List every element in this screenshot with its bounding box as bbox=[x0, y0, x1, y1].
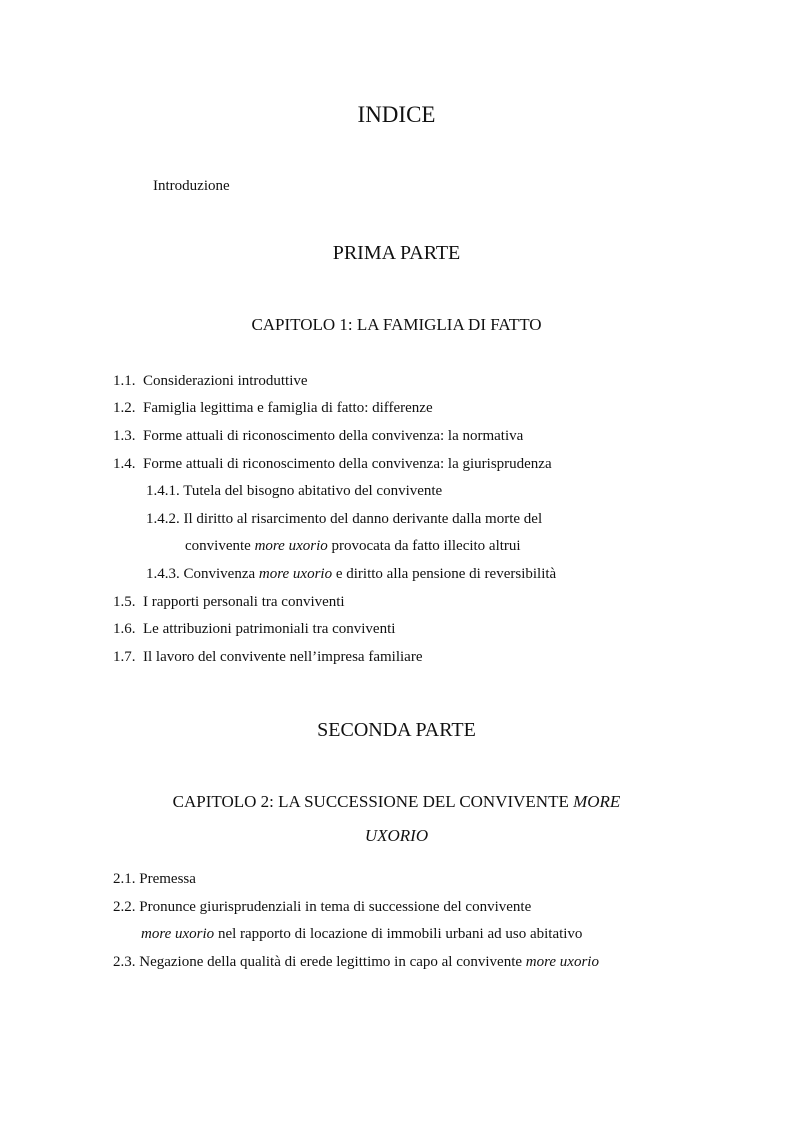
toc-subentry[interactable] bbox=[146, 566, 556, 583]
entry-text-italic: more uxorio bbox=[141, 926, 215, 942]
entry-number: 1.4.1. bbox=[146, 483, 180, 499]
toc-subentry-continuation[interactable] bbox=[185, 538, 521, 555]
entry-text: Negazione della qualità di erede legittimo in capo al convivente bbox=[139, 954, 526, 970]
entry-text: Le attribuzioni patrimoniali tra conviventi bbox=[143, 621, 396, 637]
toc-subentry[interactable] bbox=[146, 511, 542, 528]
entry-number: 1.2. bbox=[113, 400, 136, 416]
entry-text: Il lavoro del convivente nell’impresa familiare bbox=[143, 649, 423, 665]
toc-entry[interactable] bbox=[113, 954, 599, 971]
entry-text: Premessa bbox=[139, 871, 196, 887]
part1-heading: PRIMA PARTE bbox=[332, 242, 461, 264]
chapter2-title-italic: UXORIO bbox=[364, 826, 429, 845]
toc-entry[interactable] bbox=[113, 621, 395, 638]
entry-number: 1.3. bbox=[113, 428, 136, 444]
entry-text: I rapporti personali tra conviventi bbox=[143, 594, 345, 610]
toc-intro[interactable]: Introduzione bbox=[153, 178, 230, 194]
toc-entry[interactable] bbox=[113, 899, 531, 916]
entry-number: 1.4.3. bbox=[146, 566, 180, 582]
entry-number: 2.1. bbox=[113, 871, 136, 887]
entry-text-italic: more uxorio bbox=[525, 954, 599, 970]
entry-number: 1.1. bbox=[113, 373, 136, 389]
part2-heading: SECONDA PARTE bbox=[317, 719, 476, 741]
entry-text-italic: more uxorio bbox=[258, 566, 333, 582]
chapter2-title-text: CAPITOLO 2: LA SUCCESSIONE DEL CONVIVENTE bbox=[172, 792, 574, 811]
entry-number: 1.6. bbox=[113, 621, 136, 637]
toc-entry[interactable] bbox=[113, 400, 433, 417]
chapter1-title: CAPITOLO 1: LA FAMIGLIA DI FATTO bbox=[251, 315, 542, 334]
chapter2-title-line2 bbox=[0, 826, 793, 846]
entry-text: Forme attuali di riconoscimento della convivenza: la giurisprudenza bbox=[143, 456, 552, 472]
toc-entry[interactable] bbox=[113, 649, 422, 666]
entry-number: 1.5. bbox=[113, 594, 136, 610]
entry-number: 2.3. bbox=[113, 954, 136, 970]
entry-text-italic: more uxorio bbox=[254, 538, 328, 554]
entry-number: 1.7. bbox=[113, 649, 136, 665]
entry-text: Pronunce giurisprudenziali in tema di successione del convivente bbox=[139, 899, 532, 915]
entry-number: 2.2. bbox=[113, 899, 136, 915]
chapter2-title bbox=[0, 792, 793, 812]
toc-entry[interactable] bbox=[113, 428, 523, 445]
entry-text: nel rapporto di locazione di immobili urbani ad uso abitativo bbox=[214, 926, 583, 942]
entry-text: Forme attuali di riconoscimento della convivenza: la normativa bbox=[143, 428, 524, 444]
toc-entry-continuation[interactable] bbox=[141, 926, 582, 943]
toc-subentry[interactable] bbox=[146, 483, 442, 500]
toc-entry[interactable] bbox=[113, 373, 308, 390]
entry-text: convivente bbox=[185, 538, 255, 554]
toc-entry[interactable] bbox=[113, 871, 196, 888]
entry-text: Famiglia legittima e famiglia di fatto: differenze bbox=[143, 400, 433, 416]
entry-text: Convivenza bbox=[183, 566, 259, 582]
entry-text: provocata da fatto illecito altrui bbox=[327, 538, 521, 554]
entry-text: Il diritto al risarcimento del danno derivante dalla morte del bbox=[183, 511, 543, 527]
entry-number: 1.4. bbox=[113, 456, 136, 472]
page-title: INDICE bbox=[357, 102, 436, 127]
toc-entry[interactable] bbox=[113, 456, 552, 473]
entry-text: e diritto alla pensione di reversibilità bbox=[332, 566, 557, 582]
chapter2-title-italic: MORE bbox=[573, 792, 621, 811]
toc-entry[interactable] bbox=[113, 594, 345, 611]
entry-number: 1.4.2. bbox=[146, 511, 180, 527]
entry-text: Tutela del bisogno abitativo del convivente bbox=[183, 483, 443, 499]
entry-text: Considerazioni introduttive bbox=[143, 373, 308, 389]
